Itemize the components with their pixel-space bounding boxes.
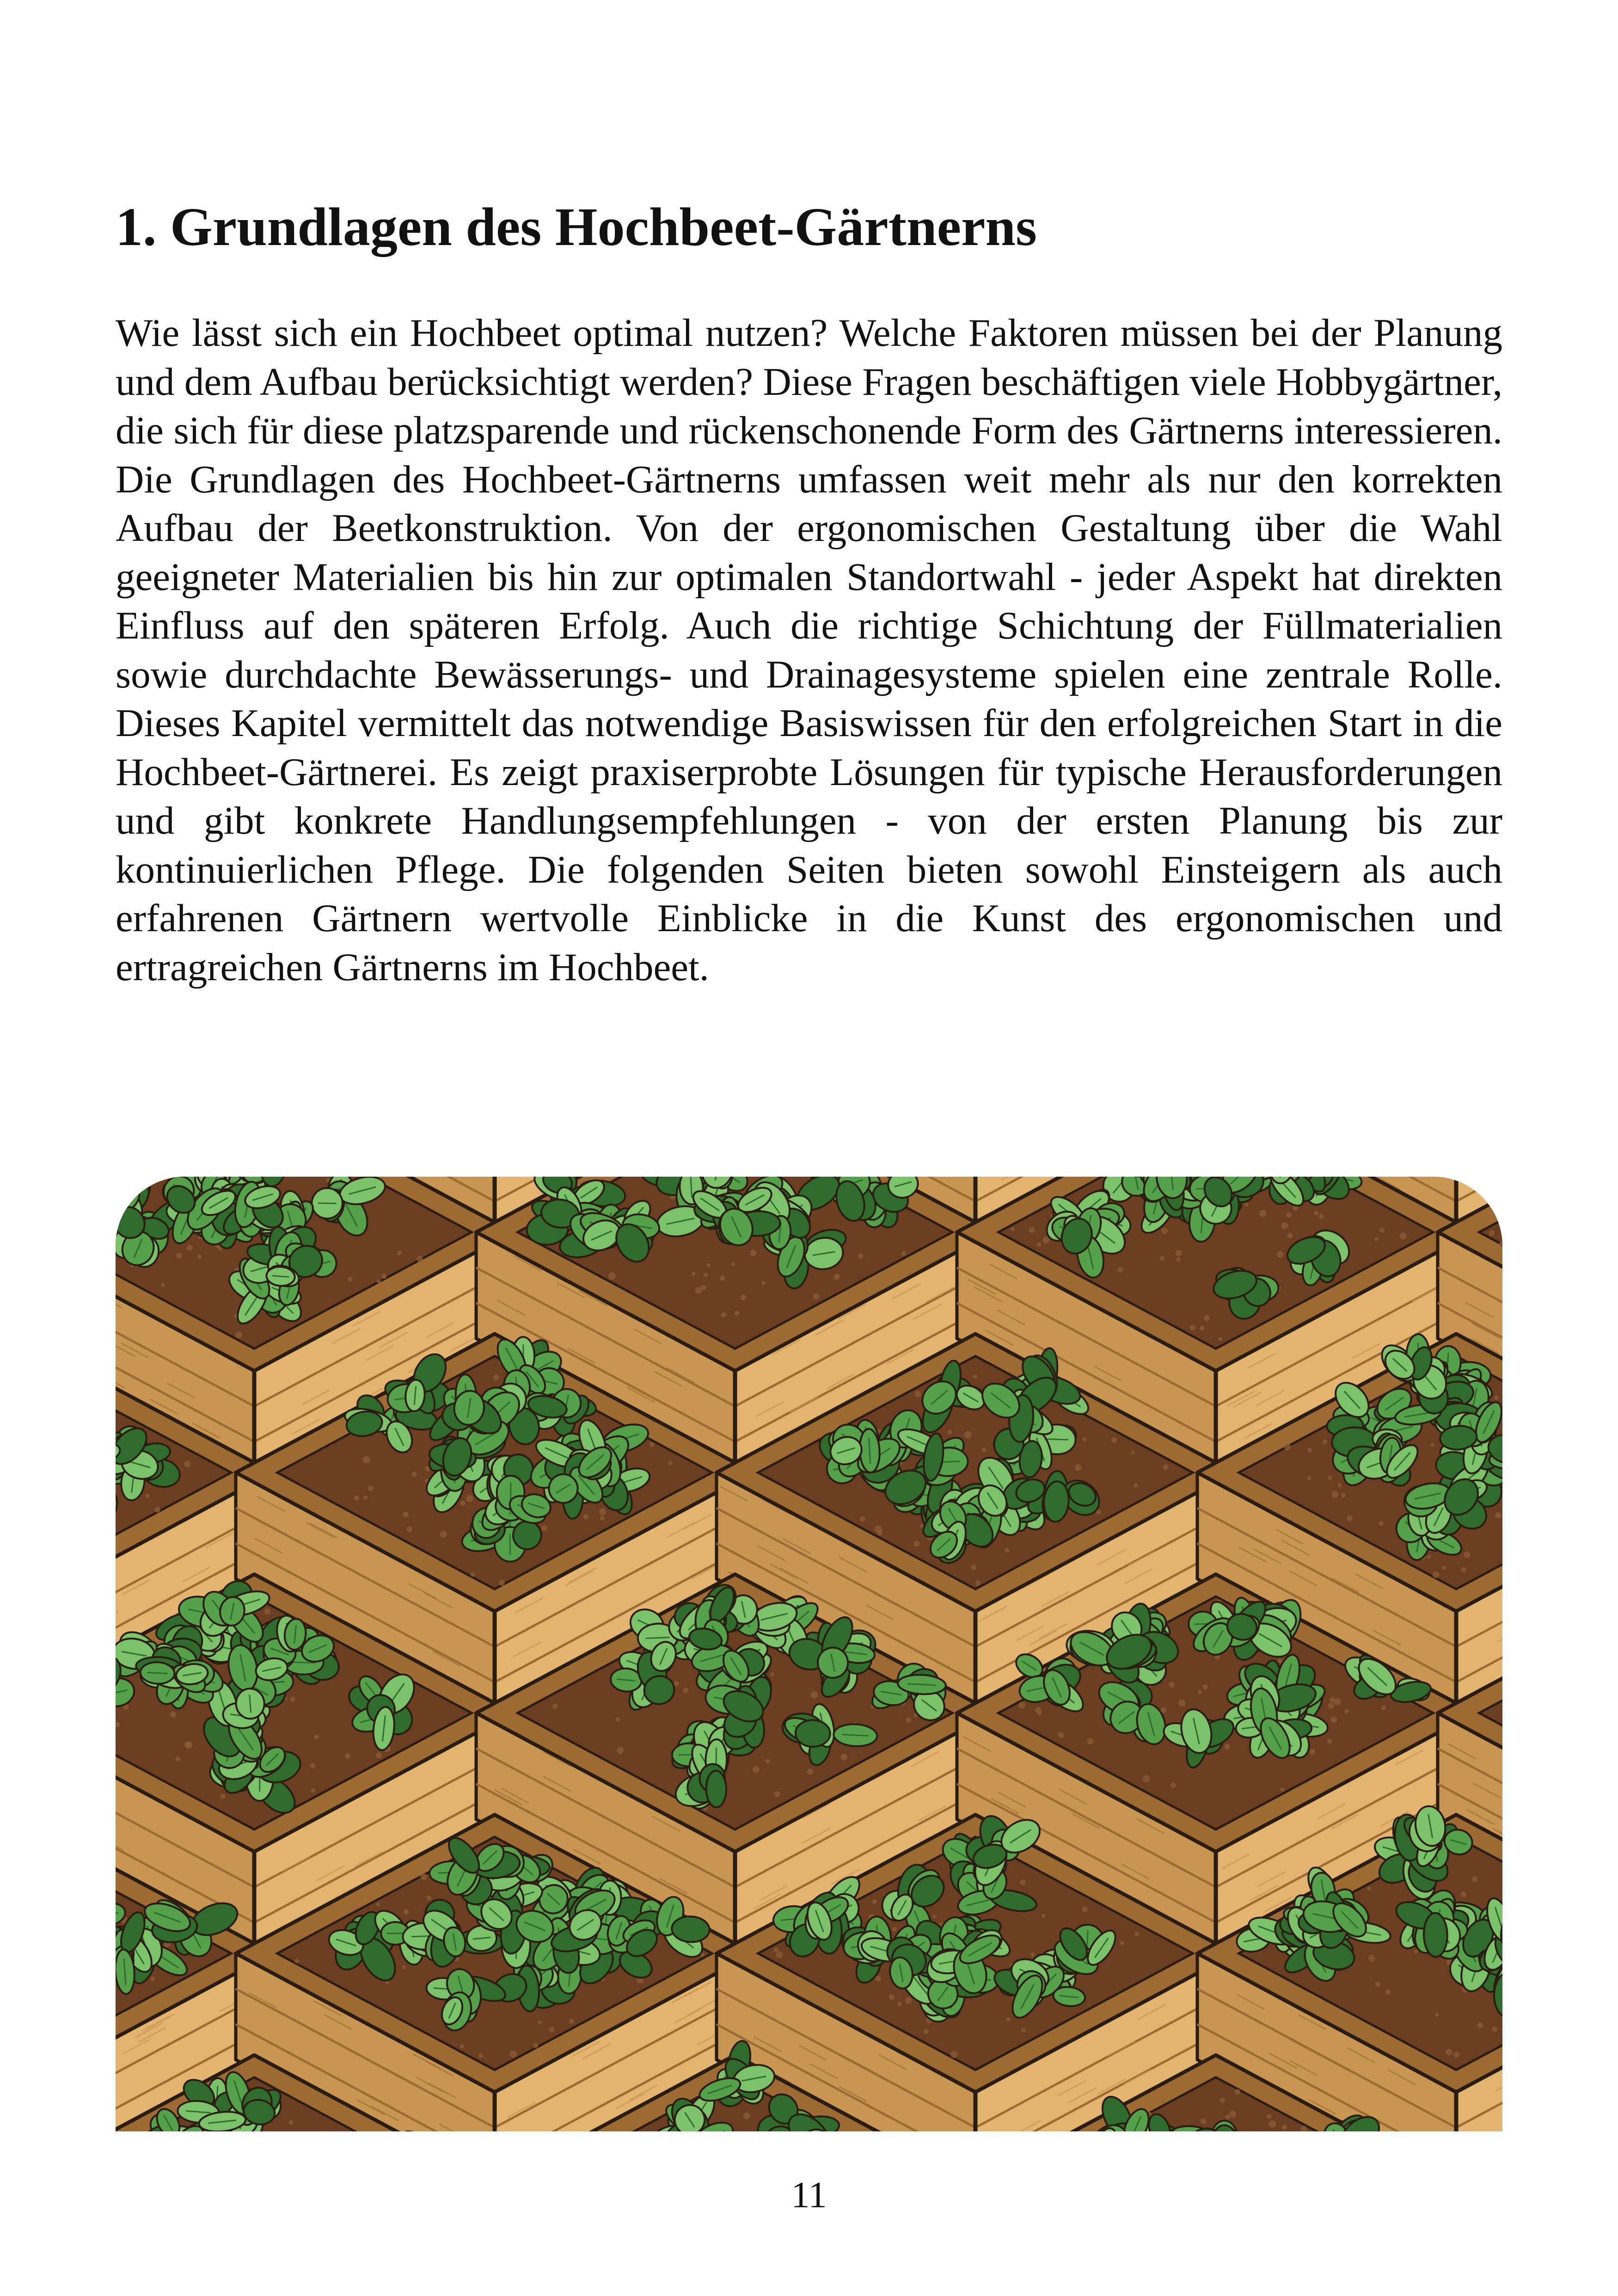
chapter-heading: 1. Grundlagen des Hochbeet-Gärtnerns: [116, 196, 1037, 257]
page-number: 11: [791, 2175, 827, 2216]
raised-beds-image: [116, 1177, 1502, 2131]
chapter-intro-paragraph: Wie lässt sich ein Hochbeet optimal nutzen? Welche Faktoren müssen bei der Planung und dem Aufbau berücksichtigt werden? Diese Fragen beschäftigen viele Hobbygärtner, die sich für diese platzsparende und rückenschonende Form des Gärtnerns interessieren. Die Grundlagen des Hochbeet-Gärtnerns umfassen weit mehr als nur den korrekten Aufbau der Beetkonstruktion. Von der ergonomischen Gestaltung über die Wahl geeigneter Materialien bis hin zur optimalen Standortwahl - jeder Aspekt hat direkten Einfluss auf den späteren Erfolg. Auch die richtige Schichtung der Füllmaterialien sowie durchdachte Bewässerungs- und Drainagesysteme spielen eine zentrale Rolle. Dieses Kapitel vermittelt das notwendige Basiswissen für den erfolgreichen Start in die Hochbeet-Gärtnerei. Es zeigt praxiserprobte Lösungen für typische Herausforderungen und gibt konkrete Handlungsempfehlungen - von der ersten Planung bis zur kontinuierlichen Pflege. Die folgenden Seiten bieten sowohl Einsteigern als auch erfahrenen Gärtnern wertvolle Einblicke in die Kunst des ergonomischen und ertragreichen Gärtnerns im Hochbeet.: [116, 311, 1502, 989]
raised-beds-illustration: [116, 1177, 1502, 2131]
